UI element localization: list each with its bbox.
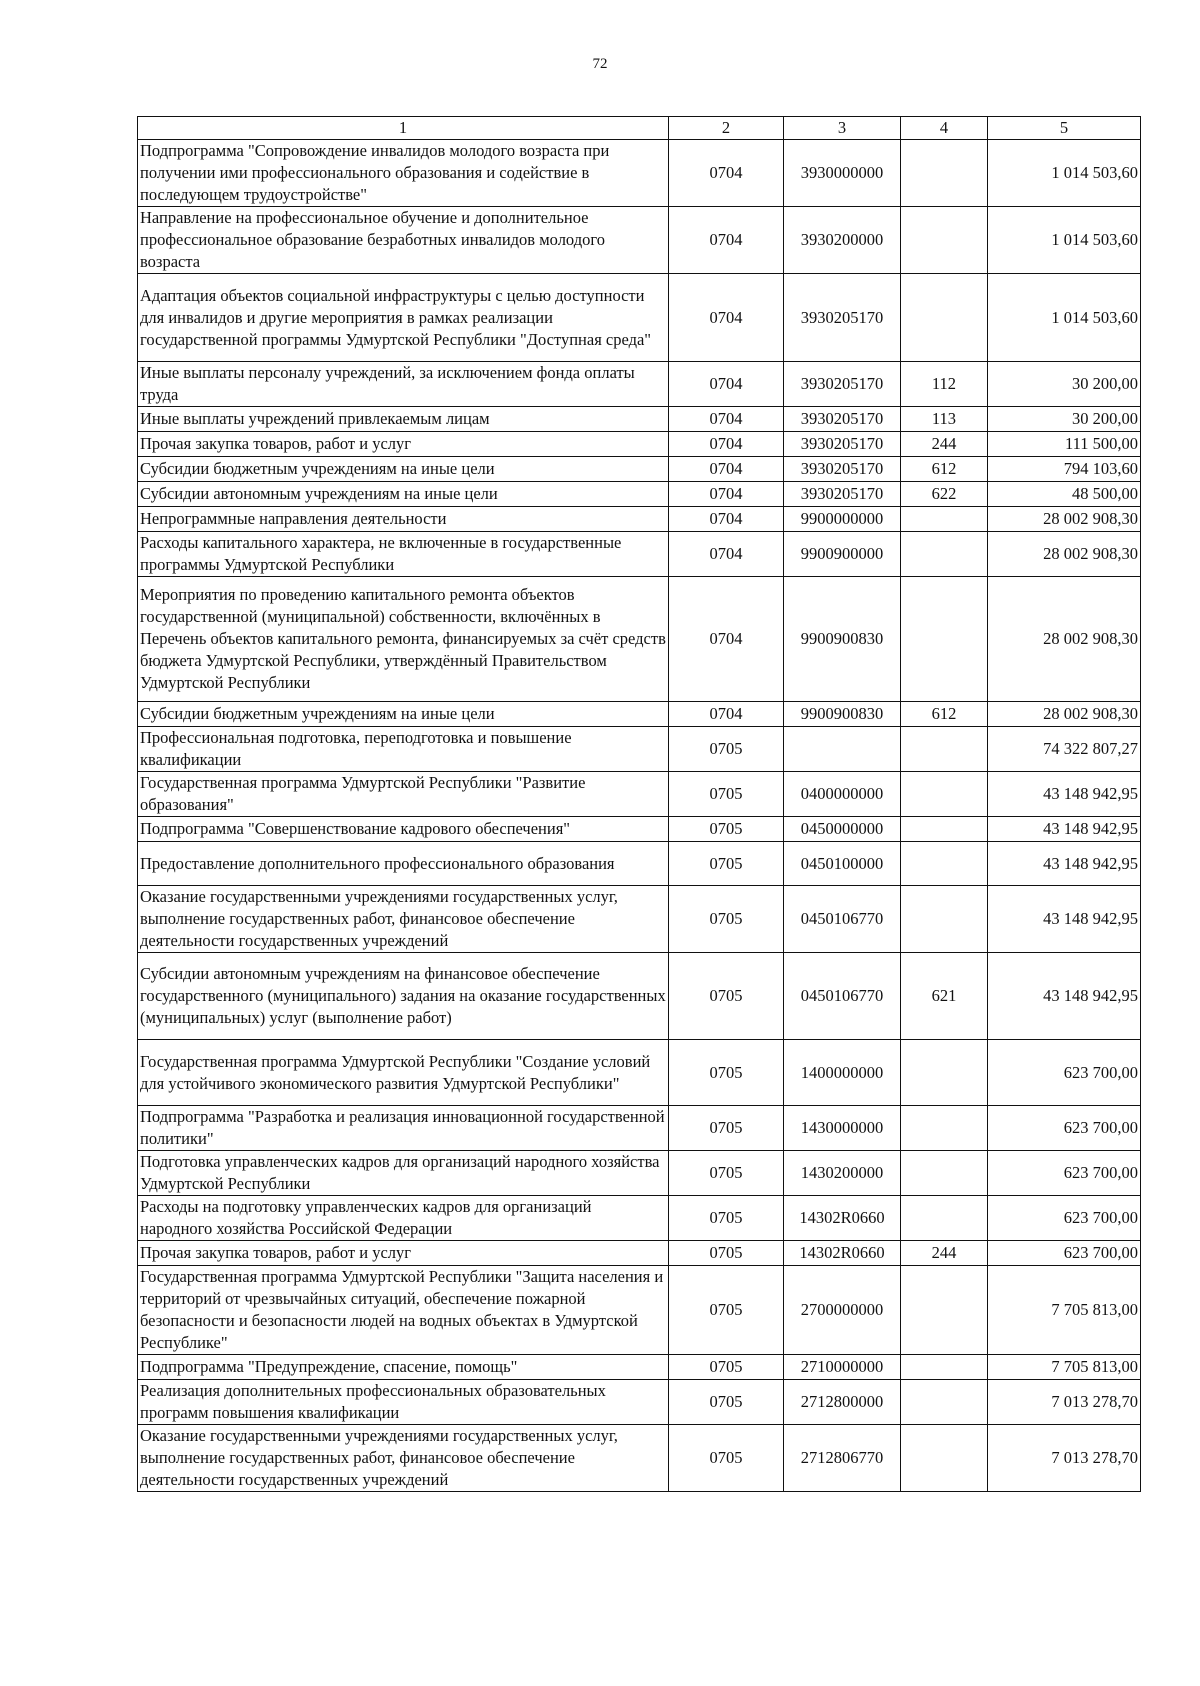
target-article-cell: 2712806770 [784,1425,901,1492]
target-article-cell: 9900900000 [784,532,901,577]
expense-type-cell [901,1380,988,1425]
table-row [138,1266,1141,1355]
target-article-cell: 3930000000 [784,140,901,207]
row-name-cell: Государственная программа Удмуртской Республики "Развитие образования" [138,772,669,817]
row-name-cell: Расходы на подготовку управленческих кадров для организаций народного хозяйства Российской Федерации [138,1196,669,1241]
table-row [138,1425,1141,1492]
column-header: 5 [988,117,1141,140]
expense-type-cell: 244 [901,1241,988,1266]
target-article-cell: 0450106770 [784,886,901,953]
page-number: 72 [592,56,608,72]
section-code-cell: 0704 [669,482,784,507]
section-code-cell: 0705 [669,1380,784,1425]
row-name-cell: Прочая закупка товаров, работ и услуг [138,432,669,457]
expense-type-cell: 612 [901,457,988,482]
target-article-cell: 0450100000 [784,842,901,886]
target-article-cell: 9900900830 [784,702,901,727]
row-name-cell: Подпрограмма "Предупреждение, спасение, помощь" [138,1355,669,1380]
target-article-cell: 3930205170 [784,362,901,407]
row-name-cell: Подготовка управленческих кадров для организаций народного хозяйства Удмуртской Республики [138,1151,669,1196]
amount-cell: 28 002 908,30 [988,577,1141,702]
table-row [138,727,1141,772]
target-article-cell: 1430000000 [784,1106,901,1151]
amount-cell: 7 013 278,70 [988,1425,1141,1492]
amount-cell: 1 014 503,60 [988,274,1141,362]
amount-cell: 28 002 908,30 [988,532,1141,577]
table-row [138,953,1141,1040]
target-article-cell: 0450000000 [784,817,901,842]
column-header: 3 [784,117,901,140]
section-code-cell: 0705 [669,727,784,772]
expense-type-cell: 113 [901,407,988,432]
table-row [138,140,1141,207]
section-code-cell: 0704 [669,577,784,702]
table-row [138,1355,1141,1380]
amount-cell: 28 002 908,30 [988,702,1141,727]
expense-type-cell [901,817,988,842]
row-name-cell: Оказание государственными учреждениями государственных услуг, выполнение государственных работ, финансовое обеспечение деятельности государственных учреждений [138,1425,669,1492]
amount-cell: 623 700,00 [988,1151,1141,1196]
amount-cell: 794 103,60 [988,457,1141,482]
amount-cell: 1 014 503,60 [988,140,1141,207]
target-article-cell: 3930200000 [784,207,901,274]
expense-type-cell [901,886,988,953]
expense-type-cell [901,842,988,886]
expense-type-cell [901,1106,988,1151]
table-row [138,207,1141,274]
section-code-cell: 0705 [669,1355,784,1380]
expense-type-cell [901,1355,988,1380]
amount-cell: 1 014 503,60 [988,207,1141,274]
table-row [138,362,1141,407]
target-article-cell: 0450106770 [784,953,901,1040]
table-row [138,1106,1141,1151]
table-row [138,702,1141,727]
amount-cell: 30 200,00 [988,407,1141,432]
section-code-cell: 0704 [669,702,784,727]
amount-cell: 43 148 942,95 [988,953,1141,1040]
row-name-cell: Направление на профессиональное обучение и дополнительное профессиональное образование безработных инвалидов молодого возраста [138,207,669,274]
section-code-cell: 0705 [669,953,784,1040]
amount-cell: 7 013 278,70 [988,1380,1141,1425]
amount-cell: 43 148 942,95 [988,817,1141,842]
column-header: 1 [138,117,669,140]
row-name-cell: Реализация дополнительных профессиональных образовательных программ повышения квалификации [138,1380,669,1425]
table-header-row [138,117,1141,140]
amount-cell: 623 700,00 [988,1196,1141,1241]
section-code-cell: 0705 [669,1266,784,1355]
expense-type-cell [901,1040,988,1106]
section-code-cell: 0705 [669,842,784,886]
row-name-cell: Подпрограмма "Совершенствование кадрового обеспечения" [138,817,669,842]
target-article-cell: 14302R0660 [784,1241,901,1266]
target-article-cell: 2700000000 [784,1266,901,1355]
expense-type-cell [901,577,988,702]
target-article-cell: 9900000000 [784,507,901,532]
row-name-cell: Подпрограмма "Разработка и реализация инновационной государственной политики" [138,1106,669,1151]
expense-type-cell [901,1425,988,1492]
amount-cell: 43 148 942,95 [988,886,1141,953]
table-row [138,842,1141,886]
section-code-cell: 0704 [669,532,784,577]
table-row [138,274,1141,362]
column-header: 2 [669,117,784,140]
section-code-cell: 0705 [669,1040,784,1106]
table-row [138,407,1141,432]
section-code-cell: 0704 [669,274,784,362]
row-name-cell: Адаптация объектов социальной инфраструктуры с целью доступности для инвалидов и другие мероприятия в рамках реализации государственной программы Удмуртской Республики "Доступная среда" [138,274,669,362]
amount-cell: 7 705 813,00 [988,1266,1141,1355]
amount-cell: 7 705 813,00 [988,1355,1141,1380]
table-row [138,1151,1141,1196]
expense-type-cell [901,772,988,817]
section-code-cell: 0704 [669,140,784,207]
target-article-cell: 1400000000 [784,1040,901,1106]
row-name-cell: Субсидии автономным учреждениям на финансовое обеспечение государственного (муниципального) задания на оказание государственных (муниципальных) услуг (выполнение работ) [138,953,669,1040]
section-code-cell: 0705 [669,1151,784,1196]
amount-cell: 30 200,00 [988,362,1141,407]
expense-type-cell [901,727,988,772]
table-row [138,507,1141,532]
section-code-cell: 0704 [669,362,784,407]
expense-type-cell [901,140,988,207]
expense-type-cell [901,1151,988,1196]
section-code-cell: 0705 [669,1196,784,1241]
table-row [138,886,1141,953]
amount-cell: 111 500,00 [988,432,1141,457]
table-row [138,432,1141,457]
table-row [138,1040,1141,1106]
section-code-cell: 0705 [669,886,784,953]
row-name-cell: Предоставление дополнительного профессионального образования [138,842,669,886]
target-article-cell: 2712800000 [784,1380,901,1425]
row-name-cell: Непрограммные направления деятельности [138,507,669,532]
expense-type-cell [901,274,988,362]
target-article-cell: 9900900830 [784,577,901,702]
amount-cell: 43 148 942,95 [988,772,1141,817]
expense-type-cell: 112 [901,362,988,407]
table-row [138,817,1141,842]
target-article-cell: 3930205170 [784,482,901,507]
expense-type-cell [901,532,988,577]
budget-table [137,116,1141,1492]
expense-type-cell [901,1196,988,1241]
target-article-cell [784,727,901,772]
row-name-cell: Субсидии бюджетным учреждениям на иные цели [138,457,669,482]
target-article-cell: 2710000000 [784,1355,901,1380]
section-code-cell: 0705 [669,772,784,817]
amount-cell: 28 002 908,30 [988,507,1141,532]
section-code-cell: 0705 [669,1241,784,1266]
table-row [138,457,1141,482]
amount-cell: 74 322 807,27 [988,727,1141,772]
section-code-cell: 0704 [669,207,784,274]
section-code-cell: 0704 [669,457,784,482]
expense-type-cell: 621 [901,953,988,1040]
row-name-cell: Иные выплаты учреждений привлекаемым лицам [138,407,669,432]
amount-cell: 623 700,00 [988,1241,1141,1266]
section-code-cell: 0704 [669,407,784,432]
row-name-cell: Подпрограмма "Сопровождение инвалидов молодого возраста при получении ими профессионального образования и содействие в последующем трудоустройстве" [138,140,669,207]
row-name-cell: Государственная программа Удмуртской Республики "Создание условий для устойчивого экономического развития Удмуртской Республики" [138,1040,669,1106]
target-article-cell: 14302R0660 [784,1196,901,1241]
column-header: 4 [901,117,988,140]
amount-cell: 48 500,00 [988,482,1141,507]
row-name-cell: Субсидии автономным учреждениям на иные цели [138,482,669,507]
row-name-cell: Мероприятия по проведению капитального ремонта объектов государственной (муниципальной) собственности, включённых в Перечень объектов капитального ремонта, финансируемых за счёт средств бюджета Удмуртской Республики, утверждённый Правительством Удмуртской Республики [138,577,669,702]
table-row [138,1196,1141,1241]
expense-type-cell [901,507,988,532]
row-name-cell: Профессиональная подготовка, переподготовка и повышение квалификации [138,727,669,772]
target-article-cell: 1430200000 [784,1151,901,1196]
section-code-cell: 0705 [669,1106,784,1151]
row-name-cell: Субсидии бюджетным учреждениям на иные цели [138,702,669,727]
row-name-cell: Расходы капитального характера, не включенные в государственные программы Удмуртской Республики [138,532,669,577]
section-code-cell: 0704 [669,507,784,532]
table-row [138,1241,1141,1266]
section-code-cell: 0705 [669,817,784,842]
table-row [138,577,1141,702]
target-article-cell: 3930205170 [784,432,901,457]
table-row [138,1380,1141,1425]
section-code-cell: 0704 [669,432,784,457]
section-code-cell: 0705 [669,1425,784,1492]
table-row [138,482,1141,507]
table-row [138,532,1141,577]
expense-type-cell: 622 [901,482,988,507]
amount-cell: 623 700,00 [988,1106,1141,1151]
expense-type-cell [901,207,988,274]
target-article-cell: 3930205170 [784,457,901,482]
table-row [138,772,1141,817]
row-name-cell: Государственная программа Удмуртской Республики "Защита населения и территорий от чрезвычайных ситуаций, обеспечение пожарной безопасности и безопасности людей на водных объектах в Удмуртской Республике" [138,1266,669,1355]
target-article-cell: 3930205170 [784,274,901,362]
amount-cell: 43 148 942,95 [988,842,1141,886]
expense-type-cell: 612 [901,702,988,727]
expense-type-cell: 244 [901,432,988,457]
target-article-cell: 3930205170 [784,407,901,432]
row-name-cell: Иные выплаты персоналу учреждений, за исключением фонда оплаты труда [138,362,669,407]
amount-cell: 623 700,00 [988,1040,1141,1106]
row-name-cell: Оказание государственными учреждениями государственных услуг, выполнение государственных работ, финансовое обеспечение деятельности государственных учреждений [138,886,669,953]
row-name-cell: Прочая закупка товаров, работ и услуг [138,1241,669,1266]
target-article-cell: 0400000000 [784,772,901,817]
expense-type-cell [901,1266,988,1355]
